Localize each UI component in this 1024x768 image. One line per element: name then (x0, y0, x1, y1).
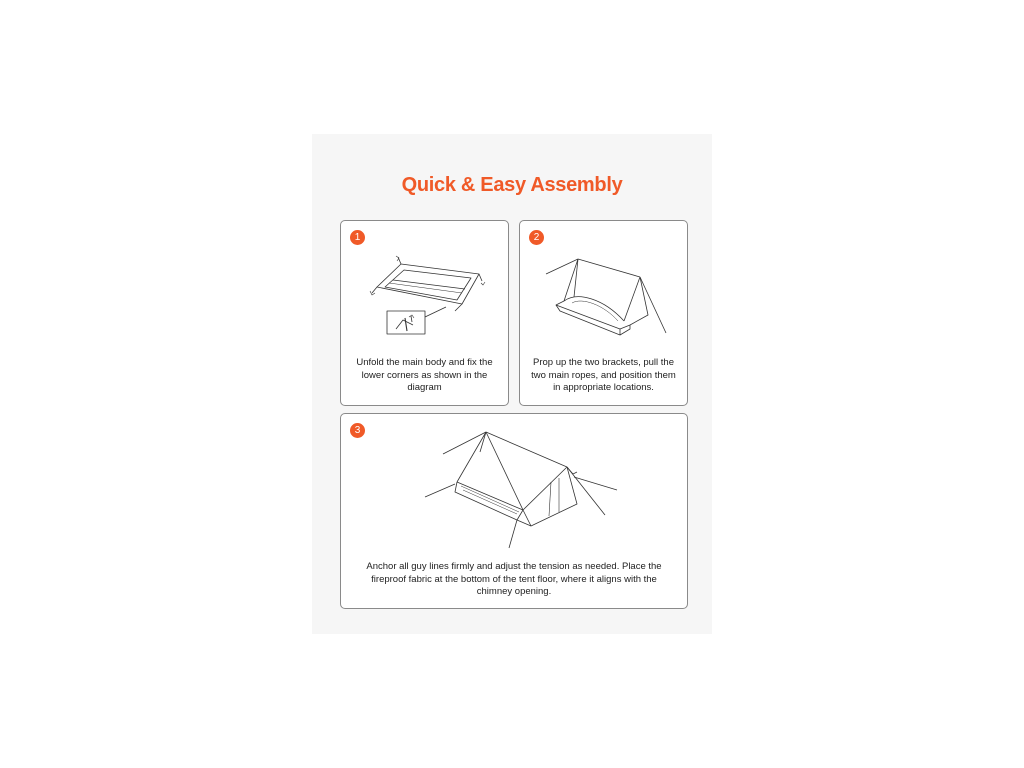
step-1-badge: 1 (350, 230, 365, 245)
step-2-description: Prop up the two brackets, pull the two main ropes, and position them in appropriate locations. (531, 357, 676, 393)
step-1-description: Unfold the main body and fix the lower corners as shown in the diagram (356, 357, 493, 393)
step-3-panel (340, 413, 688, 609)
assembly-card (312, 134, 712, 634)
step-2-panel (519, 220, 688, 406)
step-2-badge: 2 (529, 230, 544, 245)
step-1-panel (340, 220, 509, 406)
page-title: Quick & Easy Assembly (401, 174, 623, 196)
step-3-badge: 3 (350, 423, 365, 438)
step-3-description: Anchor all guy lines firmly and adjust the tension as needed. Place the fireproof fabric at the bottom of the tent floor, where it aligns with the chimney opening. (366, 561, 662, 597)
